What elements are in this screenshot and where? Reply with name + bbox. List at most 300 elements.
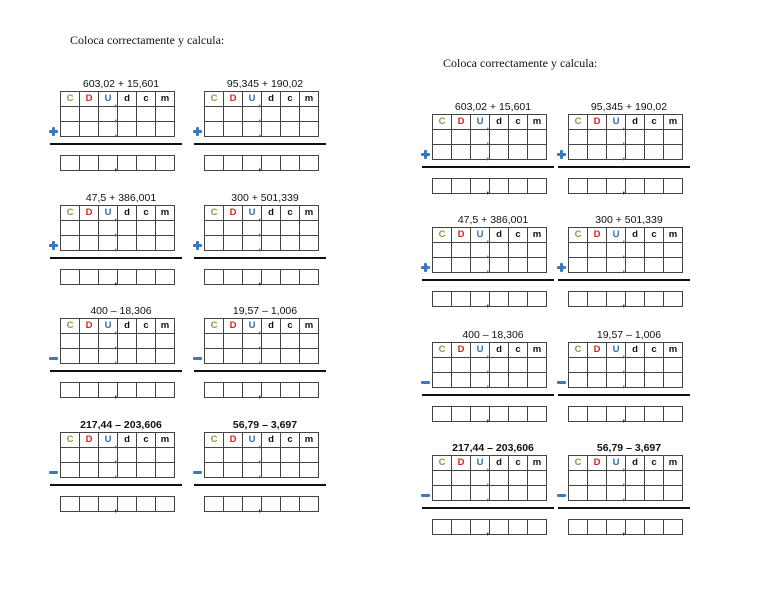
digit-cell[interactable] <box>137 122 156 137</box>
digit-cell[interactable] <box>433 358 452 373</box>
digit-cell[interactable] <box>664 258 683 273</box>
digit-cell[interactable] <box>99 349 118 364</box>
digit-cell[interactable] <box>626 258 645 273</box>
answer-cell[interactable] <box>205 497 224 512</box>
digit-cell[interactable] <box>588 471 607 486</box>
answer-cell[interactable] <box>471 292 490 307</box>
digit-cell[interactable] <box>645 358 664 373</box>
answer-cell[interactable] <box>528 292 547 307</box>
digit-cell[interactable] <box>262 122 281 137</box>
digit-cell[interactable] <box>156 107 175 122</box>
digit-cell[interactable] <box>471 373 490 388</box>
digit-cell[interactable] <box>607 130 626 145</box>
answer-cell[interactable] <box>569 292 588 307</box>
digit-cell[interactable] <box>452 373 471 388</box>
digit-cell[interactable] <box>262 349 281 364</box>
digit-cell[interactable] <box>588 486 607 501</box>
digit-cell[interactable] <box>262 236 281 251</box>
digit-cell[interactable] <box>224 107 243 122</box>
answer-cell[interactable] <box>645 292 664 307</box>
digit-cell[interactable] <box>509 373 528 388</box>
digit-cell[interactable] <box>118 107 137 122</box>
digit-cell[interactable] <box>224 448 243 463</box>
answer-cell[interactable] <box>490 407 509 422</box>
place-value-header-d: d <box>490 343 509 358</box>
digit-cell[interactable] <box>664 358 683 373</box>
digit-cell[interactable] <box>99 221 118 236</box>
answer-cell[interactable] <box>588 179 607 194</box>
digit-cell[interactable] <box>300 463 319 478</box>
answer-cell[interactable] <box>61 383 80 398</box>
digit-cell[interactable] <box>156 448 175 463</box>
answer-cell[interactable] <box>452 520 471 535</box>
digit-cell[interactable] <box>490 130 509 145</box>
answer-cell[interactable] <box>300 497 319 512</box>
answer-grid <box>568 406 683 422</box>
answer-cell[interactable] <box>99 270 118 285</box>
digit-cell[interactable] <box>452 130 471 145</box>
digit-cell[interactable] <box>588 358 607 373</box>
digit-cell[interactable] <box>490 358 509 373</box>
answer-cell[interactable] <box>61 270 80 285</box>
answer-cell[interactable] <box>118 383 137 398</box>
digit-cell[interactable] <box>281 349 300 364</box>
place-value-header-U: U , <box>471 115 490 130</box>
digit-cell[interactable] <box>118 463 137 478</box>
digit-cell[interactable] <box>80 221 99 236</box>
digit-cell[interactable] <box>569 358 588 373</box>
digit-cell[interactable] <box>490 486 509 501</box>
digit-cell[interactable] <box>471 358 490 373</box>
digit-cell[interactable] <box>471 486 490 501</box>
digit-cell[interactable] <box>224 122 243 137</box>
digit-cell[interactable] <box>471 258 490 273</box>
digit-cell[interactable] <box>99 236 118 251</box>
digit-cell[interactable] <box>626 130 645 145</box>
digit-cell[interactable] <box>137 334 156 349</box>
digit-cell[interactable] <box>61 334 80 349</box>
digit-cell[interactable] <box>626 373 645 388</box>
digit-cell[interactable] <box>300 448 319 463</box>
answer-cell[interactable] <box>588 520 607 535</box>
digit-cell[interactable] <box>205 122 224 137</box>
digit-cell[interactable] <box>156 122 175 137</box>
answer-cell[interactable] <box>99 497 118 512</box>
answer-cell[interactable] <box>569 179 588 194</box>
digit-cell[interactable] <box>243 334 262 349</box>
digit-cell[interactable] <box>569 145 588 160</box>
digit-cell[interactable] <box>588 373 607 388</box>
digit-cell[interactable] <box>528 471 547 486</box>
digit-cell[interactable] <box>156 349 175 364</box>
digit-cell[interactable] <box>645 145 664 160</box>
digit-cell[interactable] <box>607 145 626 160</box>
answer-cell[interactable] <box>433 520 452 535</box>
answer-cell[interactable] <box>645 407 664 422</box>
digit-cell[interactable] <box>528 358 547 373</box>
answer-cell[interactable] <box>281 270 300 285</box>
answer-cell[interactable] <box>471 407 490 422</box>
answer-cell[interactable] <box>205 156 224 171</box>
digit-cell[interactable] <box>300 236 319 251</box>
digit-cell[interactable] <box>243 463 262 478</box>
answer-cell[interactable] <box>80 383 99 398</box>
answer-cell[interactable] <box>664 179 683 194</box>
exercise-2 <box>204 77 326 181</box>
answer-cell[interactable] <box>664 520 683 535</box>
digit-cell[interactable] <box>80 122 99 137</box>
digit-cell[interactable] <box>243 448 262 463</box>
result-line <box>50 257 182 259</box>
answer-cell[interactable] <box>300 383 319 398</box>
answer-cell[interactable] <box>645 520 664 535</box>
digit-cell[interactable] <box>452 145 471 160</box>
answer-cell[interactable] <box>243 497 262 512</box>
digit-cell[interactable] <box>664 145 683 160</box>
answer-cell[interactable] <box>224 497 243 512</box>
answer-cell[interactable] <box>626 407 645 422</box>
digit-cell[interactable] <box>490 471 509 486</box>
answer-cell[interactable] <box>262 270 281 285</box>
digit-cell[interactable] <box>452 471 471 486</box>
digit-cell[interactable] <box>509 471 528 486</box>
digit-cell[interactable] <box>626 471 645 486</box>
digit-cell[interactable] <box>262 334 281 349</box>
digit-cell[interactable] <box>569 243 588 258</box>
digit-cell[interactable] <box>224 463 243 478</box>
answer-cell[interactable] <box>509 520 528 535</box>
digit-cell[interactable] <box>509 130 528 145</box>
digit-cell[interactable] <box>80 334 99 349</box>
answer-cell[interactable] <box>80 497 99 512</box>
digit-cell[interactable] <box>156 334 175 349</box>
digit-cell[interactable] <box>626 358 645 373</box>
answer-cell[interactable] <box>99 156 118 171</box>
digit-cell[interactable] <box>528 130 547 145</box>
digit-cell[interactable] <box>118 448 137 463</box>
digit-cell[interactable] <box>61 448 80 463</box>
answer-cell[interactable] <box>490 520 509 535</box>
answer-cell[interactable] <box>528 407 547 422</box>
digit-cell[interactable] <box>626 486 645 501</box>
digit-cell[interactable] <box>645 486 664 501</box>
answer-cell[interactable] <box>156 497 175 512</box>
digit-cell[interactable] <box>433 258 452 273</box>
answer-cell[interactable] <box>61 156 80 171</box>
answer-cell[interactable] <box>607 407 626 422</box>
digit-cell[interactable] <box>156 236 175 251</box>
digit-cell[interactable] <box>99 448 118 463</box>
digit-cell[interactable] <box>118 349 137 364</box>
digit-cell[interactable] <box>664 471 683 486</box>
digit-cell[interactable] <box>433 486 452 501</box>
digit-cell[interactable] <box>569 130 588 145</box>
answer-cell[interactable] <box>281 497 300 512</box>
digit-cell[interactable] <box>509 486 528 501</box>
digit-cell[interactable] <box>118 236 137 251</box>
digit-cell[interactable] <box>61 107 80 122</box>
digit-cell[interactable] <box>205 334 224 349</box>
digit-cell[interactable] <box>300 107 319 122</box>
digit-cell[interactable] <box>281 236 300 251</box>
answer-cell[interactable] <box>61 497 80 512</box>
answer-cell[interactable] <box>156 156 175 171</box>
digit-cell[interactable] <box>607 471 626 486</box>
answer-cell[interactable] <box>433 292 452 307</box>
digit-cell[interactable] <box>509 243 528 258</box>
place-value-header-D: D <box>452 228 471 243</box>
digit-cell[interactable] <box>569 471 588 486</box>
digit-cell[interactable] <box>61 221 80 236</box>
answer-cell[interactable] <box>433 407 452 422</box>
digit-cell[interactable] <box>588 243 607 258</box>
digit-cell[interactable] <box>80 448 99 463</box>
digit-cell[interactable] <box>471 130 490 145</box>
digit-cell[interactable] <box>205 463 224 478</box>
answer-cell[interactable] <box>452 407 471 422</box>
answer-cell[interactable] <box>509 179 528 194</box>
digit-cell[interactable] <box>205 349 224 364</box>
digit-cell[interactable] <box>61 122 80 137</box>
digit-cell[interactable] <box>664 486 683 501</box>
digit-cell[interactable] <box>80 107 99 122</box>
digit-cell[interactable] <box>528 373 547 388</box>
answer-cell[interactable] <box>626 179 645 194</box>
digit-cell[interactable] <box>300 221 319 236</box>
digit-cell[interactable] <box>509 358 528 373</box>
digit-cell[interactable] <box>224 334 243 349</box>
digit-cell[interactable] <box>281 122 300 137</box>
answer-cell[interactable] <box>471 520 490 535</box>
digit-cell[interactable] <box>205 221 224 236</box>
digit-cell[interactable] <box>528 258 547 273</box>
digit-cell[interactable] <box>607 486 626 501</box>
digit-cell[interactable] <box>452 258 471 273</box>
digit-cell[interactable] <box>61 463 80 478</box>
digit-cell[interactable] <box>528 145 547 160</box>
digit-cell[interactable] <box>433 130 452 145</box>
digit-cell[interactable] <box>300 334 319 349</box>
digit-cell[interactable] <box>569 486 588 501</box>
answer-cell[interactable] <box>118 156 137 171</box>
digit-cell[interactable] <box>607 373 626 388</box>
digit-cell[interactable] <box>569 373 588 388</box>
answer-cell[interactable] <box>262 156 281 171</box>
digit-cell[interactable] <box>243 107 262 122</box>
digit-cell[interactable] <box>262 463 281 478</box>
digit-cell[interactable] <box>80 236 99 251</box>
digit-cell[interactable] <box>61 349 80 364</box>
digit-cell[interactable] <box>433 145 452 160</box>
answer-cell[interactable] <box>471 179 490 194</box>
digit-cell[interactable] <box>490 243 509 258</box>
answer-cell[interactable] <box>626 520 645 535</box>
answer-cell[interactable] <box>137 497 156 512</box>
digit-cell[interactable] <box>607 258 626 273</box>
digit-cell[interactable] <box>569 258 588 273</box>
digit-cell[interactable] <box>262 448 281 463</box>
place-value-header-D: D <box>452 115 471 130</box>
answer-cell[interactable] <box>433 179 452 194</box>
digit-cell[interactable] <box>61 236 80 251</box>
answer-cell[interactable] <box>509 292 528 307</box>
digit-cell[interactable] <box>99 122 118 137</box>
digit-cell[interactable] <box>205 107 224 122</box>
digit-cell[interactable] <box>645 258 664 273</box>
digit-cell[interactable] <box>99 334 118 349</box>
place-value-grid <box>60 91 175 137</box>
digit-cell[interactable] <box>118 122 137 137</box>
digit-cell[interactable] <box>243 221 262 236</box>
answer-cell[interactable] <box>528 179 547 194</box>
digit-cell[interactable] <box>645 243 664 258</box>
digit-cell[interactable] <box>528 486 547 501</box>
digit-cell[interactable] <box>80 463 99 478</box>
digit-cell[interactable] <box>243 236 262 251</box>
answer-cell[interactable] <box>509 407 528 422</box>
answer-cell[interactable] <box>281 156 300 171</box>
answer-cell[interactable] <box>80 270 99 285</box>
digit-cell[interactable] <box>645 471 664 486</box>
answer-cell[interactable] <box>205 383 224 398</box>
digit-cell[interactable] <box>452 243 471 258</box>
digit-cell[interactable] <box>490 373 509 388</box>
answer-cell[interactable] <box>452 292 471 307</box>
answer-cell[interactable] <box>645 179 664 194</box>
digit-cell[interactable] <box>490 258 509 273</box>
digit-cell[interactable] <box>664 373 683 388</box>
digit-cell[interactable] <box>588 145 607 160</box>
digit-cell[interactable] <box>80 349 99 364</box>
digit-cell[interactable] <box>433 471 452 486</box>
answer-cell[interactable] <box>528 520 547 535</box>
answer-cell[interactable] <box>281 383 300 398</box>
digit-cell[interactable] <box>664 243 683 258</box>
digit-cell[interactable] <box>471 471 490 486</box>
digit-cell[interactable] <box>509 145 528 160</box>
answer-cell[interactable] <box>243 383 262 398</box>
digit-cell[interactable] <box>99 463 118 478</box>
digit-cell[interactable] <box>490 145 509 160</box>
digit-cell[interactable] <box>607 358 626 373</box>
answer-cell[interactable] <box>137 383 156 398</box>
answer-cell[interactable] <box>626 292 645 307</box>
answer-cell[interactable] <box>300 270 319 285</box>
answer-cell[interactable] <box>118 270 137 285</box>
answer-cell[interactable] <box>300 156 319 171</box>
digit-cell[interactable] <box>156 463 175 478</box>
answer-cell[interactable] <box>664 407 683 422</box>
digit-cell[interactable] <box>137 221 156 236</box>
digit-cell[interactable] <box>118 221 137 236</box>
digit-cell[interactable] <box>528 243 547 258</box>
digit-cell[interactable] <box>281 334 300 349</box>
answer-cell[interactable] <box>243 270 262 285</box>
digit-cell[interactable] <box>262 107 281 122</box>
digit-cell[interactable] <box>205 236 224 251</box>
digit-cell[interactable] <box>281 221 300 236</box>
answer-cell[interactable] <box>224 383 243 398</box>
digit-cell[interactable] <box>262 221 281 236</box>
answer-cell[interactable] <box>99 383 118 398</box>
digit-cell[interactable] <box>626 145 645 160</box>
digit-cell[interactable] <box>205 448 224 463</box>
digit-cell[interactable] <box>588 130 607 145</box>
answer-cell[interactable] <box>452 179 471 194</box>
digit-cell[interactable] <box>300 349 319 364</box>
answer-cell[interactable] <box>607 520 626 535</box>
digit-cell[interactable] <box>137 236 156 251</box>
digit-cell[interactable] <box>281 448 300 463</box>
digit-cell[interactable] <box>588 258 607 273</box>
digit-cell[interactable] <box>224 236 243 251</box>
answer-cell[interactable] <box>156 270 175 285</box>
answer-cell[interactable] <box>588 407 607 422</box>
digit-cell[interactable] <box>452 486 471 501</box>
answer-cell[interactable] <box>156 383 175 398</box>
digit-cell[interactable] <box>156 221 175 236</box>
answer-cell[interactable] <box>569 520 588 535</box>
answer-cell[interactable] <box>137 156 156 171</box>
digit-cell[interactable] <box>137 463 156 478</box>
digit-cell[interactable] <box>471 145 490 160</box>
answer-cell[interactable] <box>588 292 607 307</box>
digit-cell[interactable] <box>452 358 471 373</box>
digit-cell[interactable] <box>300 122 319 137</box>
answer-cell[interactable] <box>137 270 156 285</box>
digit-cell[interactable] <box>243 349 262 364</box>
answer-cell[interactable] <box>490 179 509 194</box>
answer-cell[interactable] <box>664 292 683 307</box>
digit-cell[interactable] <box>118 334 137 349</box>
digit-cell[interactable] <box>433 243 452 258</box>
answer-cell[interactable] <box>569 407 588 422</box>
digit-cell[interactable] <box>645 130 664 145</box>
answer-cell[interactable] <box>205 270 224 285</box>
digit-cell[interactable] <box>664 130 683 145</box>
answer-cell[interactable] <box>118 497 137 512</box>
answer-cell[interactable] <box>490 292 509 307</box>
place-value-header-d: d <box>262 319 281 334</box>
digit-cell[interactable] <box>137 349 156 364</box>
answer-cell[interactable] <box>607 292 626 307</box>
digit-cell[interactable] <box>243 122 262 137</box>
answer-cell[interactable] <box>243 156 262 171</box>
digit-cell[interactable] <box>99 107 118 122</box>
answer-cell[interactable] <box>262 497 281 512</box>
digit-cell[interactable] <box>607 243 626 258</box>
digit-cell[interactable] <box>645 373 664 388</box>
digit-cell[interactable] <box>224 349 243 364</box>
digit-cell[interactable] <box>433 373 452 388</box>
answer-cell[interactable] <box>224 270 243 285</box>
digit-cell[interactable] <box>137 448 156 463</box>
exercise-expression: 95,345 + 190,02 <box>226 78 304 90</box>
digit-cell[interactable] <box>281 107 300 122</box>
place-value-header-U: U , <box>99 206 118 221</box>
digit-cell[interactable] <box>137 107 156 122</box>
answer-cell[interactable] <box>80 156 99 171</box>
result-line <box>422 279 554 281</box>
digit-cell[interactable] <box>626 243 645 258</box>
answer-cell[interactable] <box>607 179 626 194</box>
digit-cell[interactable] <box>509 258 528 273</box>
digit-cell[interactable] <box>224 221 243 236</box>
digit-cell[interactable] <box>471 243 490 258</box>
answer-cell[interactable] <box>224 156 243 171</box>
digit-cell[interactable] <box>281 463 300 478</box>
answer-cell[interactable] <box>262 383 281 398</box>
